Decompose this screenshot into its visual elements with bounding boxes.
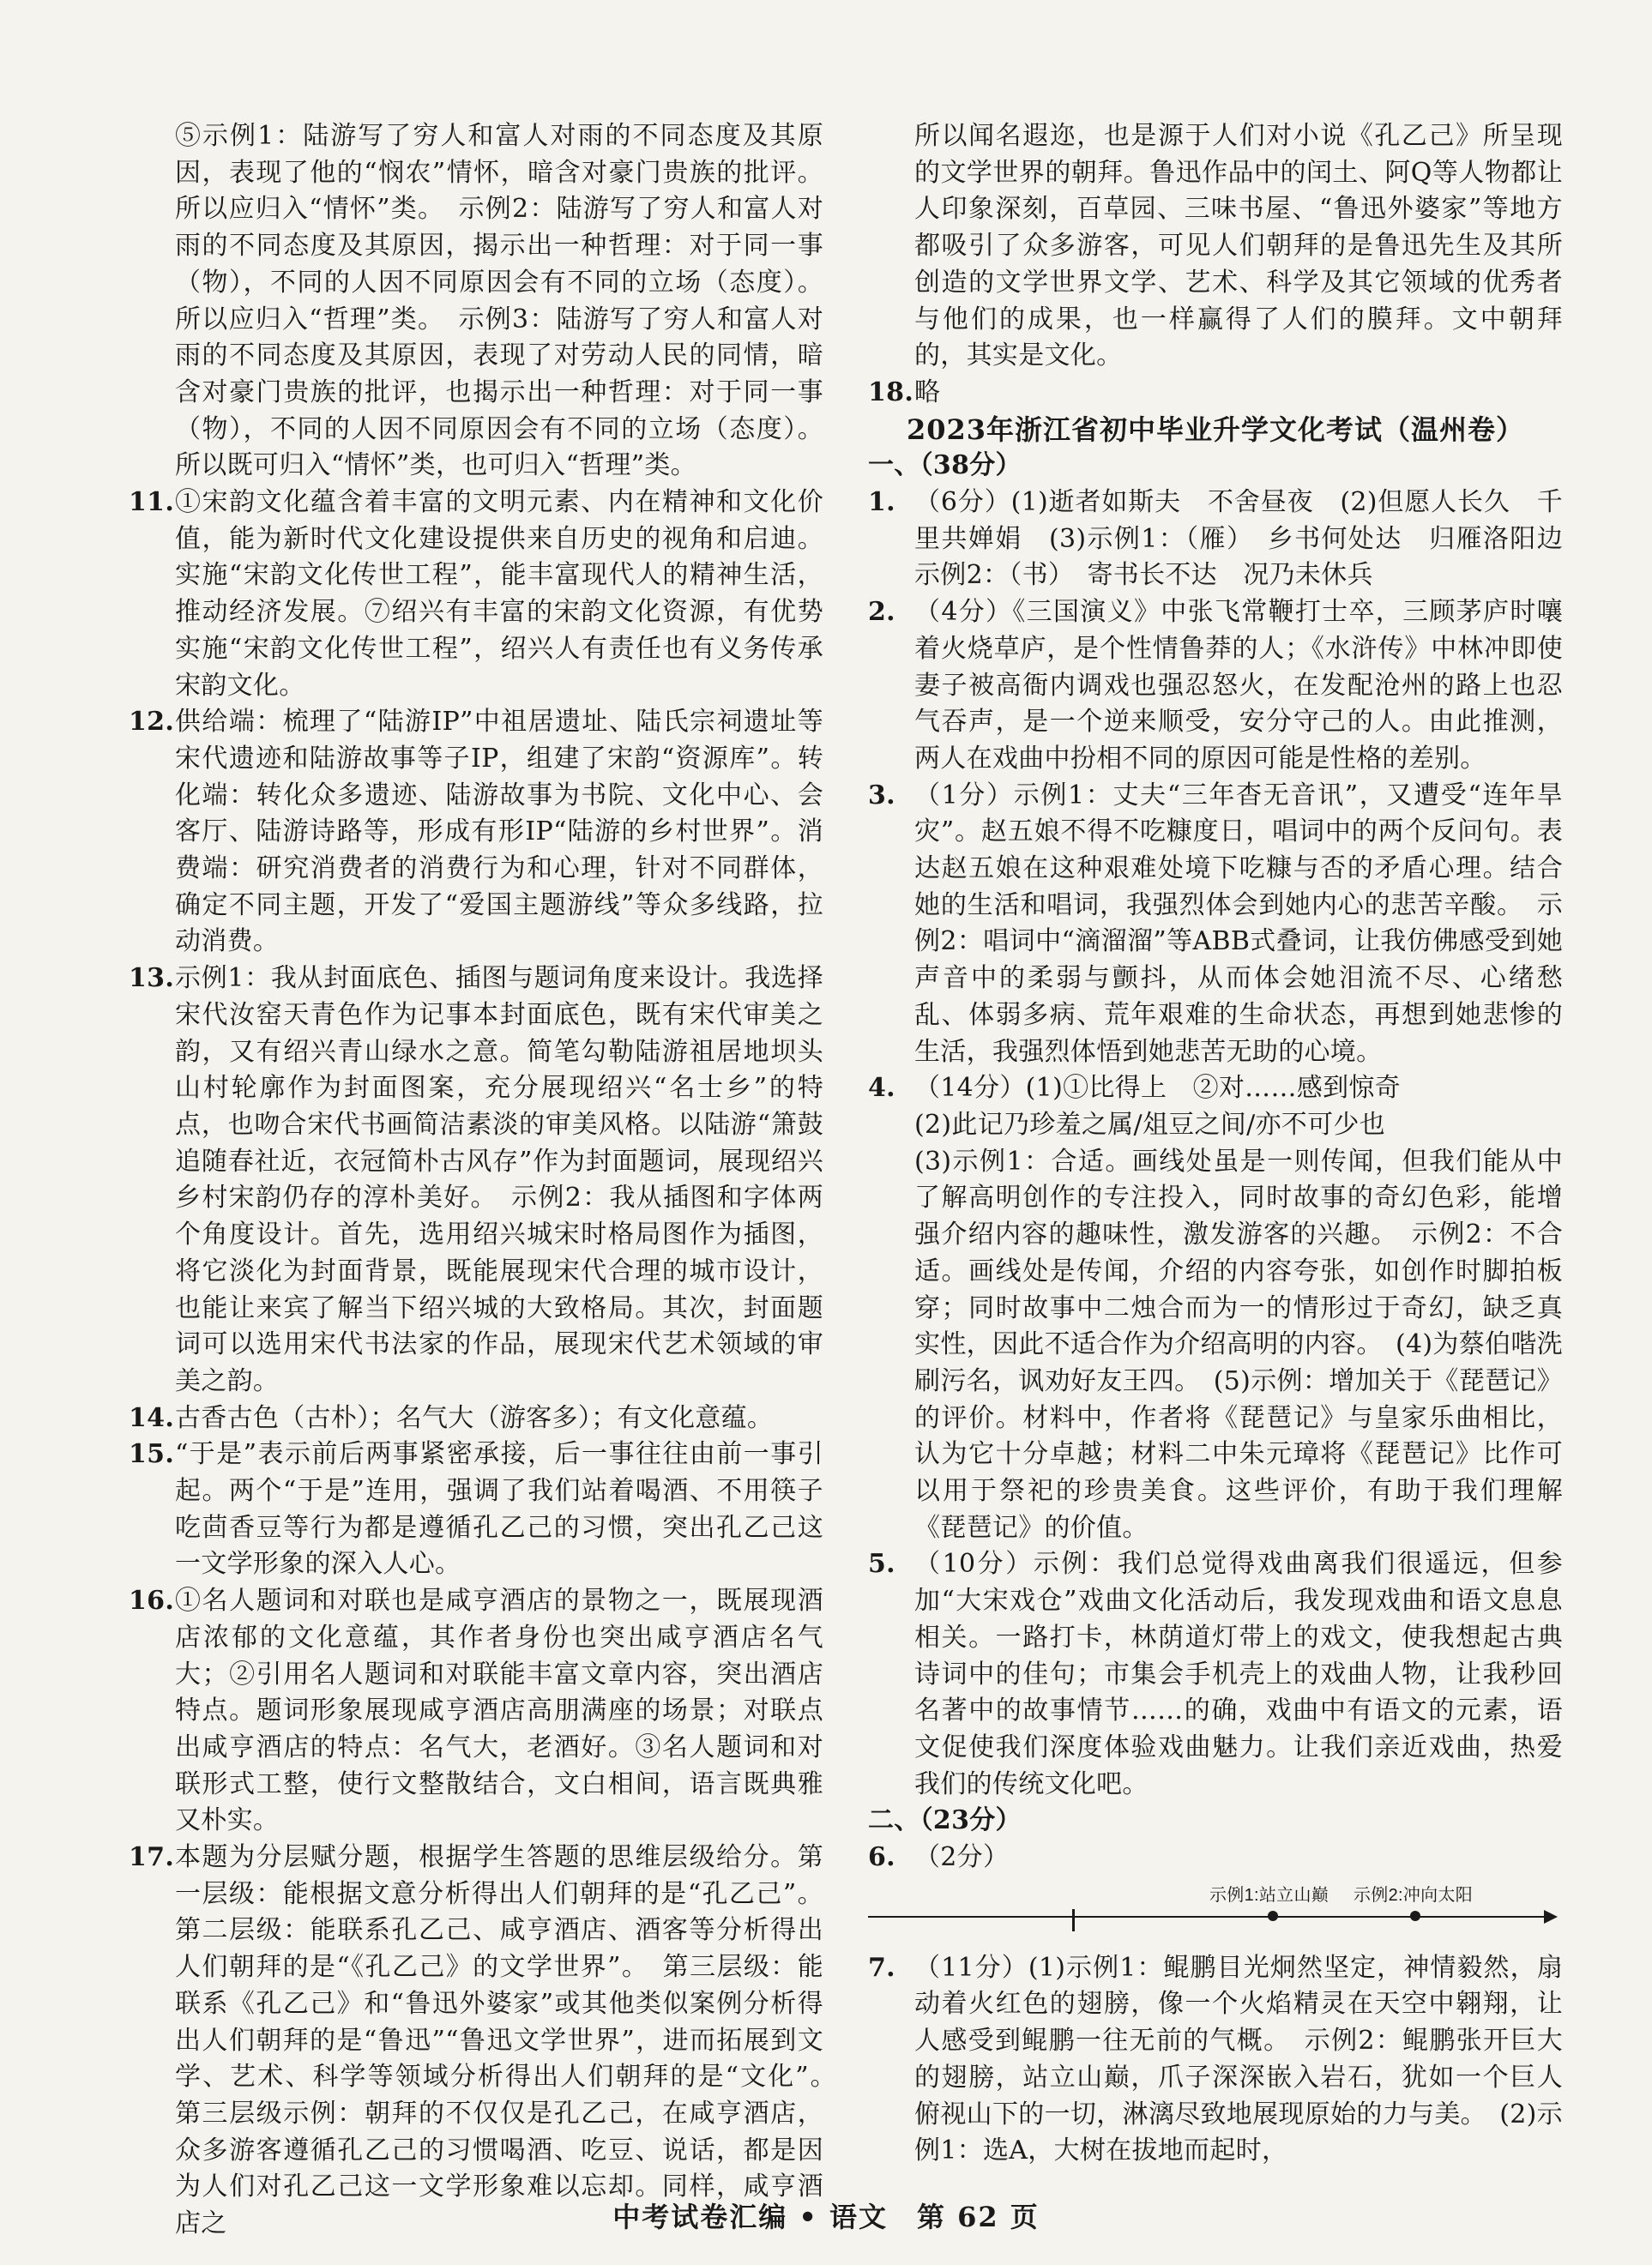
answer-text: （10分）示例：我们总觉得戏曲离我们很遥远，但参加“大宋戏仓”戏曲文化活动后，我发现戏曲和语文息息相关。一路打卡，林荫道灯带上的戏文，使我想起古典诗词中的佳句；市集会手机壳上的戏曲人物，让我秒回名著中的故事情节……的确，戏曲中有语文的元素，语文促使我们深度体验戏曲魅力。让我们亲近戏曲，热爱我们的传统文化吧。 [914, 1549, 1563, 1799]
timeline-point-2 [1410, 1911, 1420, 1921]
answer-number: 5. [868, 1549, 895, 1580]
answer-text: ①名人题词和对联也是咸亨酒店的景物之一，既展现酒店浓郁的文化意蕴，其作者身份也突出咸亨酒店名气大；②引用名人题词和对联能丰富文章内容，突出酒店特点。题词形象展现咸亨酒店高朋满座的场景；对联点出咸亨酒店的特点：名气大，老酒好。③名人题词和对联形式工整，使行文整散结合，文白相间，语言既典雅又朴实。 [175, 1586, 823, 1836]
answer-text: （1分）示例1：丈夫“三年杳无音讯”，又遭受“连年旱灾”。赵五娘不得不吃糠度日，唱词中的两个反问句。表达赵五娘在这种艰难处境下吃糠与否的矛盾心理。结合她的生活和唱词，我强烈体会到她内心的悲苦辛酸。 示例2：唱词中“滴溜溜”等ABB式叠词，让我仿佛感受到她声音中的柔弱与颤抖，从而体会她泪流不尽、心绪愁乱、体弱多病、荒年艰难的生命状态，再想到她悲惨的生活，我强烈体悟到她悲苦无助的心境。 [914, 780, 1563, 1067]
answer-11 [129, 485, 823, 704]
answer-4-part-3: (3)示例1：合适。画线处虽是一则传闻，但我们能从中了解高明创作的专注投入，同时故事的奇幻色彩，能增强介绍内容的趣味性，激发游客的兴趣。 示例2：不合适。画线处是传闻，介绍的内容夸张，如创作时脚拍板穿；同时故事中二烛合而为一的情形过于奇幻，缺乏真实性，因此不适合作为介绍高明的内容。 (4)为蔡伯喈洗刷污名，讽劝好友王四。 (5)示例：增加关于《琵琶记》的评价。材料中，作者将《琵琶记》与皇家乐曲相比，认为它十分卓越；材料二中朱元璋将《琵琶记》比作可以用于祭祀的珍贵美食。这些评价，有助于我们理解《琵琶记》的价值。 [914, 1146, 1563, 1543]
right-column [868, 118, 1589, 2170]
answer-number: 17. [129, 1842, 175, 1873]
answer-text: ①宋韵文化蕴含着丰富的文明元素、内在精神和文化价值，能为新时代文化建设提供来自历史的视角和启迪。实施“宋韵文化传世工程”，能丰富现代人的精神生活，推动经济发展。⑦绍兴有丰富的宋韵文化资源，有优势实施“宋韵文化传世工程”，绍兴人有责任也有义务传承宋韵文化。 [175, 487, 823, 701]
answer-number: 1. [868, 487, 895, 518]
answer-number: 16. [129, 1586, 175, 1617]
answer-text: （14分）(1)①比得上 ②对……感到惊奇 [914, 1073, 1401, 1104]
timeline-label-2: 示例2:冲向太阳 [1354, 1885, 1474, 1905]
answer-16 [129, 1583, 823, 1840]
answer-6 [868, 1840, 1563, 1876]
answer-number: 2. [868, 597, 895, 628]
answer-text: 供给端：梳理了“陆游IP”中祖居遗址、陆氏宗祠遗址等宋代遗迹和陆游故事等子IP，组建了宋韵“资源库”。转化端：转化众多遗迹、陆游故事为书院、文化中心、会客厅、陆游诗路等，形成有形IP“陆游的乡村世界”。消费端：研究消费者的消费行为和心理，针对不同群体，确定不同主题，开发了“爱国主题游线”等众多线路，拉动消费。 [175, 707, 823, 957]
answer-text: （4分）《三国演义》中张飞常鞭打士卒，三顾茅庐时嚷着火烧草庐，是个性情鲁莽的人；《水浒传》中林冲即使妻子被高衙内调戏也强忍怒火，在发配沧州的路上也忍气吞声，是一个逆来顺受，安分守己的人。由此推测，两人在戏曲中扮相不同的原因可能是性格的差别。 [914, 597, 1563, 774]
answer-4-part-2: (2)此记乃珍羞之属/俎豆之间/亦不可少也 [914, 1109, 1386, 1140]
answer-6-timeline [868, 1885, 1563, 1938]
answer-number: 7. [868, 1952, 895, 1983]
timeline-arrow-icon [1544, 1910, 1558, 1924]
answer-number: 4. [868, 1073, 895, 1104]
answer-18 [868, 375, 1563, 412]
answer-13 [129, 961, 823, 1400]
page-footer: 中考试卷汇编 • 语文 第 62 页 [612, 2201, 1040, 2233]
timeline-tick [1072, 1909, 1075, 1931]
answer-text: 古香古色（古朴）；名气大（游客多）；有文化意蕴。 [175, 1402, 774, 1433]
answer-text: “于是”表示前后两事紧密承接，后一事往往由前一事引起。两个“于是”连用，强调了我们站着喝酒、不用筷子吃茴香豆等行为都是遵循孔乙己的习惯，突出孔乙己这一文学形象的深入人心。 [175, 1439, 823, 1580]
answer-1 [868, 485, 1589, 594]
answer-number: 13. [129, 963, 175, 994]
answer-text: 略 [914, 376, 941, 407]
answer-text: （6分）(1)逝者如斯夫 不舍昼夜 (2)但愿人长久 千里共婵娟 (3)示例1：（雁） 乡书何处达 归雁洛阳边 示例2：（书） 寄书长不达 况乃未休兵 [914, 487, 1589, 591]
answer-5 [868, 1546, 1563, 1803]
answer-7 [868, 1950, 1563, 2170]
answer-15 [129, 1437, 823, 1583]
answer-number: 18. [868, 376, 914, 407]
answer-text: （11分）(1)示例1：鲲鹏目光炯然坚定，神情毅然，扇动着火红色的翅膀，像一个火焰精灵在天空中翱翔，让人感受到鲲鹏一往无前的气概。 示例2：鲲鹏张开巨大的翅膀，站立山巅，爪子深深嵌入岩石，犹如一个巨人俯视山下的一切，淋漓尽致地展现原始的力与美。 (2)示例1：选A，大树在拔地而起时， [914, 1952, 1563, 2166]
timeline-point-1 [1268, 1911, 1278, 1921]
answer-number: 15. [129, 1439, 175, 1470]
answer-number: 3. [868, 780, 895, 810]
timeline-label-1: 示例1:站立山巅 [1209, 1885, 1329, 1905]
answer-2 [868, 594, 1563, 778]
answer-number: 6. [868, 1842, 895, 1873]
answer-17-continuation: 所以闻名遐迩，也是源于人们对小说《孔乙己》所呈现的文学世界的朝拜。鲁迅作品中的闰土、阿Q等人物都让人印象深刻，百草园、三味书屋、“鲁迅外婆家”等地方都吸引了众多游客，可见人们朝拜的是鲁迅先生及其所创造的文学世界文学、艺术、科学及其它领域的优秀者与他们的成果，也一样赢得了人们的膜拜。文中朝拜的，其实是文化。 [914, 121, 1563, 371]
answer-12 [129, 704, 823, 961]
answer-14 [129, 1401, 823, 1437]
exam-title: 2023年浙江省初中毕业升学文化考试（温州卷） [906, 413, 1525, 446]
answer-3 [868, 778, 1563, 1071]
timeline-axis [868, 1916, 1547, 1918]
answer-text: （2分） [914, 1842, 1010, 1873]
answer-4 [868, 1070, 1563, 1107]
answer-number: 14. [129, 1402, 175, 1433]
answer-10-continuation: ⑤示例1：陆游写了穷人和富人对雨的不同态度及其原因，表现了他的“悯农”情怀，暗含对豪门贵族的批评。所以应归入“情怀”类。 示例2：陆游写了穷人和富人对雨的不同态度及其原因，揭示出一种哲理：对于同一事（物），不同的人因不同原因会有不同的立场（态度）。所以应归入“哲理”类。 示例3：陆游写了穷人和富人对雨的不同态度及其原因，表现了对劳动人民的同情，暗含对豪门贵族的批评，也揭示出一种哲理：对于同一事（物），不同的人因不同原因会有不同的立场（态度）。所以既可归入“情怀”类，也可归入“哲理”类。 [175, 121, 823, 481]
answer-number: 11. [129, 487, 175, 518]
section-heading-2: 二、（23分） [868, 1805, 1022, 1836]
section-heading-1: 一、（38分） [868, 450, 1022, 481]
answer-text: 本题为分层赋分题，根据学生答题的思维层级给分。第一层级：能根据文意分析得出人们朝拜的是“孔乙己”。第二层级：能联系孔乙己、咸亨酒店、酒客等分析得出人们朝拜的是“《孔乙己》的文学世界”。 第三层级：能联系《孔乙己》和“鲁迅外婆家”或其他类似案例分析得出人们朝拜的是“鲁迅”“鲁迅文学世界”，进而拓展到文学、艺术、科学等领域分析得出人们朝拜的是“文化”。 第三层级示例：朝拜的不仅仅是孔乙己，在咸亨酒店，众多游客遵循孔乙己的习惯喝酒、吃豆、说话，都是因为人们对孔乙己这一文学形象难以忘却。同样，咸亨酒店之 [175, 1842, 850, 2239]
answer-number: 12. [129, 707, 175, 738]
answer-text: 示例1：我从封面底色、插图与题词角度来设计。我选择宋代汝窑天青色作为记事本封面底色，既有宋代审美之韵，又有绍兴青山绿水之意。简笔勾勒陆游祖居地坝头山村轮廓作为封面图案，充分展现绍兴“名士乡”的特点，也吻合宋代书画简洁素淡的审美风格。以陆游“箫鼓追随春社近，衣冠简朴古风存”作为封面题词，展现绍兴乡村宋韵仍存的淳朴美好。 示例2：我从插图和字体两个角度设计。首先，选用绍兴城宋时格局图作为插图，将它淡化为封面背景，既能展现宋代合理的城市设计，也能让来宾了解当下绍兴城的大致格局。其次，封面题词可以选用宋代书法家的作品，展现宋代艺术领域的审美之韵。 [175, 963, 823, 1396]
